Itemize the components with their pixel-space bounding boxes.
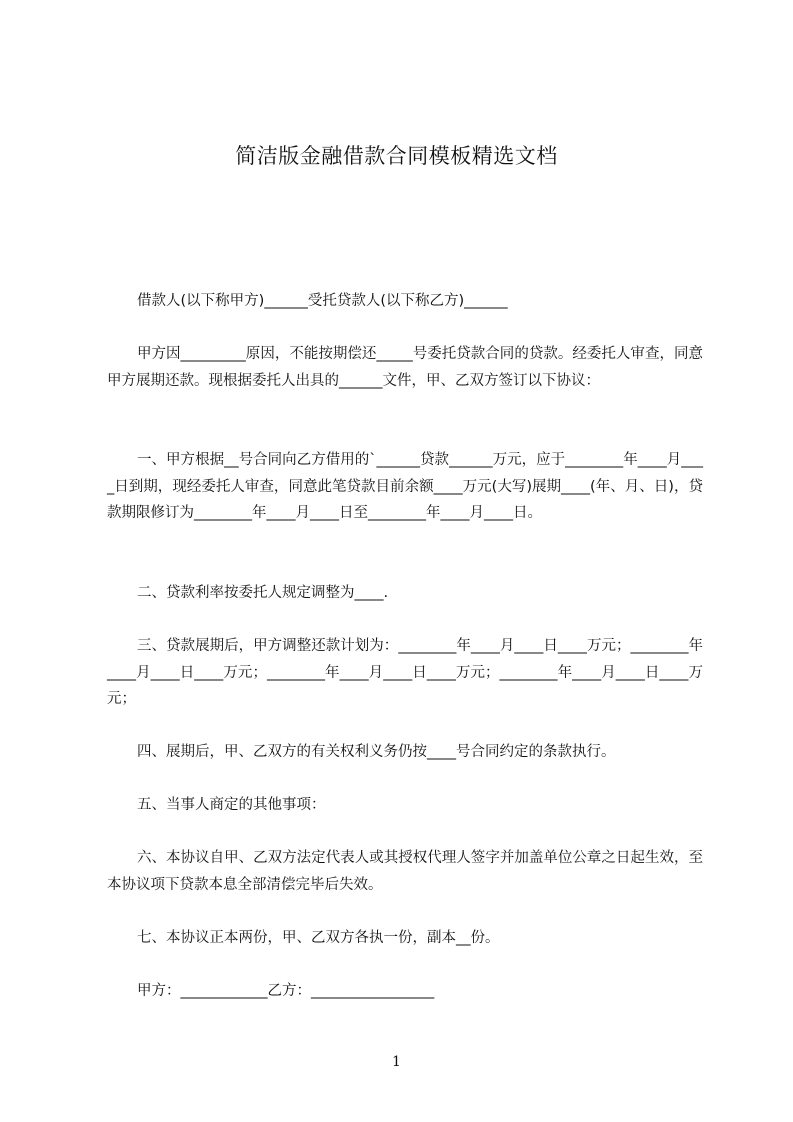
- clause-6-paragraph: 六、本协议自甲、乙双方法定代表人或其授权代理人签字并加盖单位公章之日起生效，至本协议项下贷款本息全部清偿完毕后失效。: [107, 850, 703, 893]
- clause-4-paragraph: 四、展期后，甲、乙双方的有关权利义务仍按____号合同约定的条款执行。: [137, 744, 616, 760]
- clause-1-paragraph: 一、甲方根据__号合同向乙方借用的`______贷款______万元，应于________年____月____日到期，现经委托人审查，同意此笔贷款目前余额____万元(大写)展期____(年、月、日)，贷款期限修订为________年____月____日至________年____月____日。: [107, 452, 703, 521]
- document-title: 简洁版金融借款合同模板精选文档: [235, 144, 558, 168]
- clause-5-paragraph: 五、当事人商定的其他事项：: [137, 797, 326, 813]
- clause-2-paragraph: 二、贷款利率按委托人规定调整为____.: [137, 585, 389, 601]
- background-paragraph: 甲方因_________原因，不能按期偿还_____号委托贷款合同的贷款。经委托人审查，同意甲方展期还款。现根据委托人出具的______文件，甲、乙双方签订以下协议：: [107, 346, 703, 389]
- clause-7-paragraph: 七、本协议正本两份，甲、乙双方各执一份，副本__份。: [137, 930, 500, 946]
- signature-line: 甲方：____________乙方：_________________: [137, 983, 435, 999]
- clause-3-paragraph: 三、贷款展期后，甲方调整还款计划为：________年____月____日____万元；________年____月____日____万元；________年____月____日____万元；________年____月____日____万元；: [107, 638, 703, 707]
- parties-intro-paragraph: 借款人(以下称甲方)______受托贷款人(以下称乙方)______: [137, 293, 508, 309]
- page-number: 1: [392, 1054, 401, 1070]
